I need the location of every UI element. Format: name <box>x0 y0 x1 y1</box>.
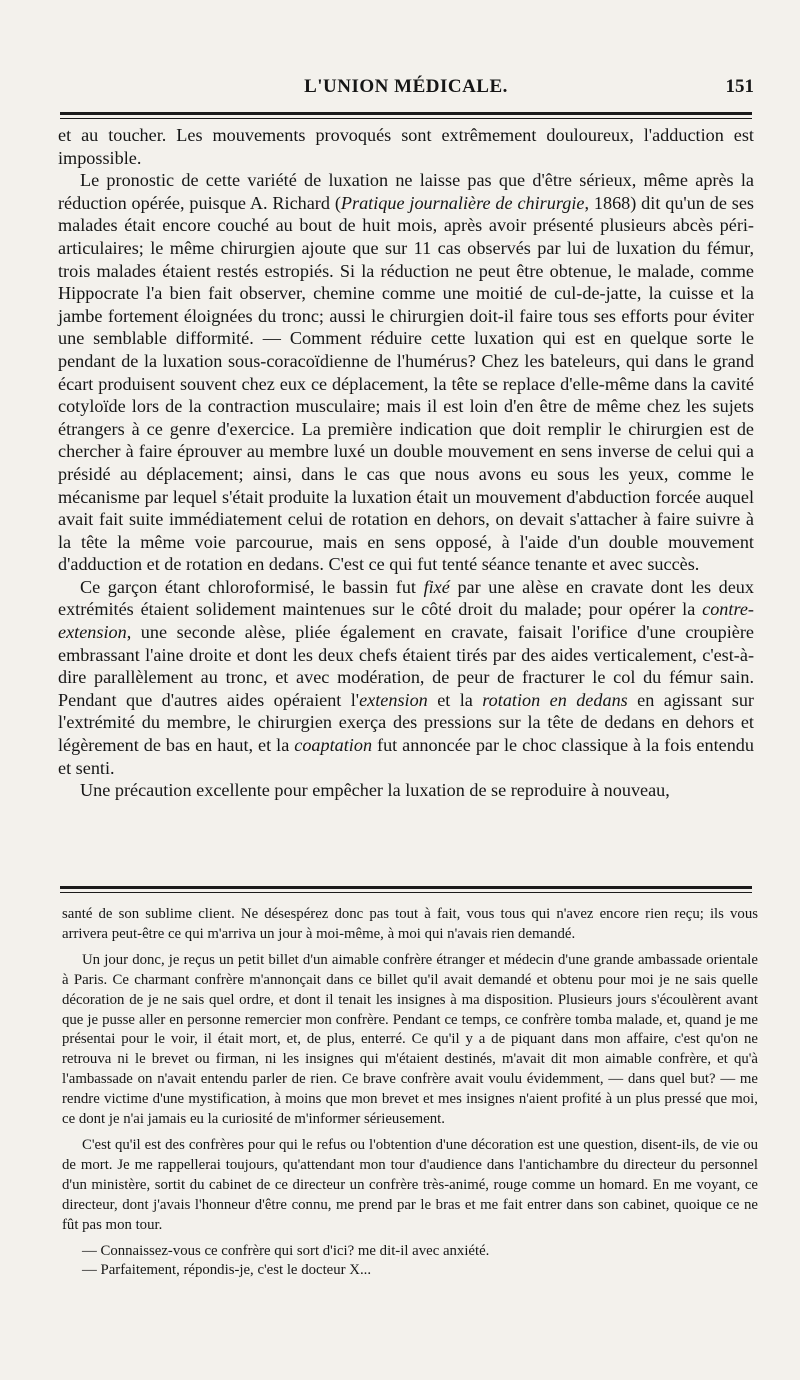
article-body <box>58 124 754 802</box>
paragraph: Une précaution excellente pour empêcher la luxation de se reproduire à nouveau, <box>80 780 670 801</box>
paragraph: Ce garçon étant chloroformisé, le bassin fut fixé par une alèse en cravate dont les deux extrémités étaient solidement maintenues sur le côté droit du malade; pour opérer la contre-extension, une seconde alèse, pliée également en cravate, faisait l'orifice d'une croupière embrassant l'aine droite et dont les deux chefs étaient tirés par des aides verticalement, c'est-à-dire parallèlement au tronc, et avec modération, de peur de fracturer le col du fémur sain. Pendant que d'autres aides opéraient l'extension et la rotation en dedans en agissant sur l'extrémité du membre, le chirurgien exerça des pressions sur la tête de dedans en dehors et légèrement de bas en haut, et la coaptation fut annoncée par le choc classique à la fois entendu et senti. <box>58 576 754 778</box>
dialogue-line: — Parfaitement, répondis-je, c'est le docteur X... <box>82 1262 372 1279</box>
dialogue-line: — Connaissez-vous ce confrère qui sort d'ici? me dit-il avec anxiété. <box>82 1242 490 1259</box>
header-rule <box>60 112 752 115</box>
paragraph: santé de son sublime client. Ne désespérez donc pas tout à fait, vous tous qui n'avez encore rien reçu; ils vous arrivera peut-être ce qui m'arriva un jour à moi-même, à moi qui n'avais rien demandé. <box>62 906 758 942</box>
page-number: 151 <box>725 76 754 97</box>
feuilleton-rule <box>60 886 752 889</box>
paragraph: et au toucher. Les mouvements provoqués sont extrêmement douloureux, l'adduction est impossible. <box>58 125 754 168</box>
journal-title: L'UNION MÉDICALE. <box>304 76 508 97</box>
paragraph: Un jour donc, je reçus un petit billet d'un aimable confrère étranger et médecin d'une grande ambassade orientale à Paris. Ce charmant confrère m'annonçait dans ce billet qu'il avait demandé et obtenu pour moi je ne sais quelle décoration de je ne sais quel ordre, et dont il tenait les insignes à ma disposition. Plusieurs jours s'écoulèrent avant que je pusse aller en personne remercier mon confrère. Pendant ce temps, ce confrère tomba malade, et, quand je me présentai pour le voir, il était mort, et, de plus, enterré. Ce qu'il y a de piquant dans mon affaire, c'est qu'on ne retrouva ni le brevet ou firman, ni les insignes qui m'étaient destinés, m'avait dit mon aimable confrère, et qu'à l'ambassade on n'avait entendu parler de rien. Ce brave confrère avait voulu évidemment, — dans quel but? — me rendre victime d'une mystification, à moins que mon brevet et mes insignes n'aient profité à un plus pressé que moi, ce dont je n'ai jamais eu la curiosité de m'informer sérieusement. <box>62 951 758 1128</box>
feuilleton-body <box>62 905 758 1281</box>
page-header <box>58 76 754 102</box>
paragraph: C'est qu'il est des confrères pour qui le refus ou l'obtention d'une décoration est une question, disent-ils, de vie ou de mort. Je me rappellerai toujours, qu'attendant mon tour d'audience dans l'antichambre du directeur du personnel d'un ministère, sortit du cabinet de ce directeur un confrère très-animé, rouge comme un homard. En me voyant, ce directeur, dont j'avais l'honneur d'être connu, me prend par le bras et me fait entrer dans son cabinet, quoique ce ne fût pas mon tour. <box>62 1136 758 1233</box>
paragraph: Le pronostic de cette variété de luxation ne laisse pas que d'être sérieux, même après la réduction opérée, puisque A. Richard (Pratique journalière de chirurgie, 1868) dit qu'un de ses malades était encore couché au bout de huit mois, après avoir présenté plusieurs abcès péri-articulaires; le même chirurgien ajoute que sur 11 cas observés par lui de luxation du fémur, trois malades étaient restés estropiés. Si la réduction ne peut être obtenue, le malade, comme Hippocrate l'a bien fait observer, chemine comme une moitié de cul-de-jatte, la cuisse et la jambe fortement éloignées du tronc; aussi le chirurgien doit-il faire tous ses efforts pour éviter une semblable difformité. — Comment réduire cette luxation qui est en quelque sorte le pendant de la luxation sous-coracoïdienne de l'humérus? Chez les bateleurs, qui dans le grand écart produisent souvent chez eux ce déplacement, la tête se replace d'elle-même dans la cavité cotyloïde lors de la contraction musculaire; mais il est loin d'en être de même chez les sujets étrangers à ce genre d'exercice. La première indication que doit remplir le chirurgien est de chercher à faire éprouver au membre luxé un double mouvement en sens inverse de celui qui a présidé au déplacement; ainsi, dans le cas que nous avons eu sous les yeux, comme le mécanisme par lequel s'était produite la luxation était un mouvement d'abduction forcée auquel avait fait suite immédiatement celui de rotation en dehors, on devait s'attacher à faire suivre à la tête la même voie parcourue, mais en sens opposé, à l'aide d'un double mouvement d'adduction et de rotation en dedans. C'est ce qui fut tenté séance tenante et avec succès. <box>58 170 754 575</box>
